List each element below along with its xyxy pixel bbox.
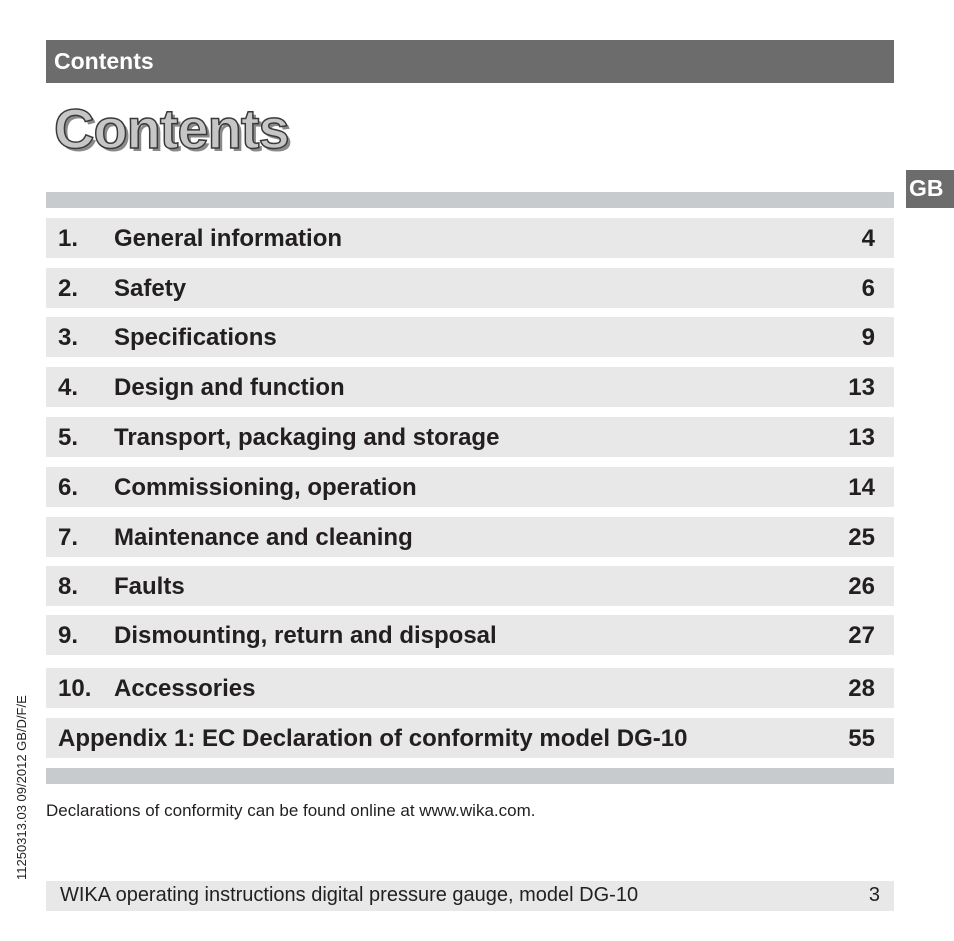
- toc-number: 4.: [58, 374, 79, 401]
- toc-row-maintenance[interactable]: [46, 517, 894, 557]
- page-title: Contents: [54, 97, 289, 160]
- toc-title: Maintenance and cleaning: [114, 524, 413, 551]
- toc-page: 6: [861, 275, 875, 302]
- toc-row-safety[interactable]: [46, 268, 894, 308]
- toc-title: Commissioning, operation: [114, 474, 417, 501]
- toc-number: 3.: [58, 324, 79, 351]
- toc-row-accessories[interactable]: [46, 668, 894, 708]
- toc-title: General information: [114, 225, 343, 252]
- conformity-note: Declarations of conformity can be found online at www.wika.com.: [46, 801, 536, 820]
- toc-number: 5.: [58, 424, 79, 451]
- toc-title: Design and function: [114, 374, 345, 401]
- toc-number: 8.: [58, 573, 79, 600]
- top-separator: [46, 192, 894, 208]
- toc-page: 28: [848, 675, 875, 702]
- section-header-label: Contents: [54, 48, 154, 74]
- toc-row-general-information[interactable]: [46, 218, 894, 258]
- toc-title: Appendix 1: EC Declaration of conformity model DG-10: [58, 725, 688, 752]
- toc-number: 2.: [58, 275, 79, 302]
- toc-title: Dismounting, return and disposal: [114, 622, 497, 649]
- toc-row-appendix[interactable]: [46, 718, 894, 758]
- toc-page: 27: [848, 622, 875, 649]
- bottom-separator: [46, 768, 894, 784]
- toc-title: Transport, packaging and storage: [114, 424, 500, 451]
- toc-title: Accessories: [114, 675, 256, 702]
- toc-page: 13: [848, 374, 875, 401]
- toc-row-faults[interactable]: [46, 566, 894, 606]
- toc-number: 1.: [58, 225, 79, 252]
- toc-page: 13: [848, 424, 875, 451]
- toc-page: 25: [848, 524, 875, 551]
- toc-row-design-and-function[interactable]: [46, 367, 894, 407]
- toc-number: 6.: [58, 474, 79, 501]
- toc-title: Faults: [114, 573, 185, 600]
- toc-number: 10.: [58, 675, 92, 702]
- footer: [46, 881, 894, 911]
- section-header-bar: [46, 40, 894, 83]
- toc-number: 7.: [58, 524, 79, 551]
- language-tab: [906, 170, 954, 208]
- document-code: 11250313.03 09/2012 GB/D/F/E: [14, 695, 29, 880]
- toc-title: Safety: [114, 275, 187, 302]
- toc-page: 4: [861, 225, 875, 252]
- toc-page: 26: [848, 573, 875, 600]
- footer-document-title: WIKA operating instructions digital pressure gauge, model DG-10: [60, 884, 639, 906]
- toc-row-specifications[interactable]: [46, 317, 894, 357]
- footer-page-number: 3: [868, 884, 880, 906]
- toc-row-commissioning[interactable]: [46, 467, 894, 507]
- toc-title: Specifications: [114, 324, 277, 351]
- language-tab-label: GB: [909, 175, 944, 201]
- toc-row-dismounting[interactable]: [46, 615, 894, 655]
- toc-page: 14: [848, 474, 875, 501]
- toc-row-transport[interactable]: [46, 417, 894, 457]
- toc-page: 9: [861, 324, 875, 351]
- toc-page: 55: [848, 725, 875, 752]
- toc-number: 9.: [58, 622, 79, 649]
